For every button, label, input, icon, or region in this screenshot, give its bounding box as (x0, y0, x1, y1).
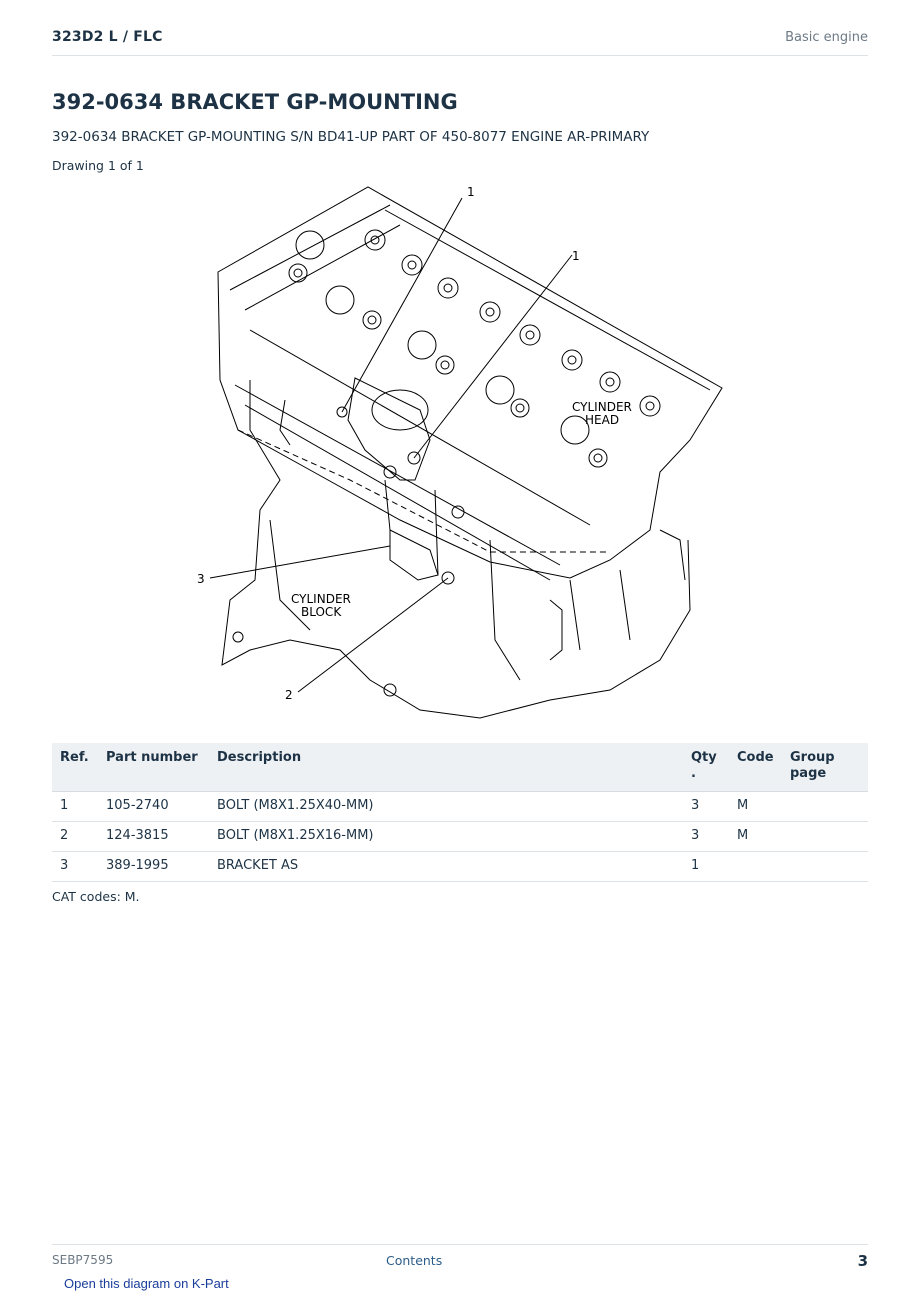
table-row (52, 852, 868, 882)
cell-group-page (782, 822, 868, 852)
cell-code: M (729, 792, 782, 822)
footer-divider (52, 1244, 868, 1245)
cell-qty: 1 (683, 852, 729, 882)
cell-description: BRACKET AS (209, 852, 683, 882)
leader-line-3 (210, 546, 390, 578)
drawing-count: Drawing 1 of 1 (52, 158, 144, 173)
cell-group-page (782, 852, 868, 882)
cell-ref: 3 (52, 852, 98, 882)
parts-table (52, 743, 868, 882)
engine-illustration (190, 180, 750, 725)
table-row (52, 822, 868, 852)
page-number: 3 (857, 1252, 868, 1270)
cylinder-block-outline (222, 380, 690, 718)
cell-qty: 3 (683, 792, 729, 822)
header-ref: Ref. (52, 743, 98, 792)
cell-part-number: 105-2740 (98, 792, 209, 822)
callout-1a: 1 (467, 185, 475, 199)
header-description: Description (209, 743, 683, 792)
callout-3: 3 (197, 572, 205, 586)
document-id: SEBP7595 (52, 1253, 114, 1267)
model-breadcrumb: 323D2 L / FLC (52, 29, 163, 45)
header-group-page: Group page (782, 743, 868, 792)
callout-1b: 1 (572, 249, 580, 263)
cylinder-block-label-2: BLOCK (301, 605, 342, 619)
cylinder-head-label-2: HEAD (585, 413, 620, 427)
cell-part-number: 389-1995 (98, 852, 209, 882)
cell-code: M (729, 822, 782, 852)
cell-group-page (782, 792, 868, 822)
cell-qty: 3 (683, 822, 729, 852)
cell-description: BOLT (M8X1.25X16-MM) (209, 822, 683, 852)
lower-bracket (390, 530, 438, 580)
header-code: Code (729, 743, 782, 792)
leader-line-1b (414, 255, 572, 458)
table-row (52, 792, 868, 822)
open-kpart-link[interactable]: Open this diagram on K-Part (64, 1276, 229, 1291)
contents-link[interactable]: Contents (386, 1253, 443, 1268)
cell-description: BOLT (M8X1.25X40-MM) (209, 792, 683, 822)
cylinder-block-label-1: CYLINDER (291, 592, 351, 606)
leader-line-1a (342, 198, 462, 412)
cylinder-head-outline (218, 187, 722, 578)
cell-ref: 2 (52, 822, 98, 852)
head-gasket-line (238, 430, 610, 552)
cell-code (729, 852, 782, 882)
header-part-number: Part number (98, 743, 209, 792)
page-subtitle: 392-0634 BRACKET GP-MOUNTING S/N BD41-UP PART OF 450-8077 ENGINE AR-PRIMARY (52, 129, 650, 145)
header-qty: Qty . (683, 743, 729, 792)
section-name: Basic engine (785, 30, 868, 45)
cell-part-number: 124-3815 (98, 822, 209, 852)
page-title: 392-0634 BRACKET GP-MOUNTING (52, 90, 458, 114)
cat-codes-note: CAT codes: M. (52, 889, 140, 904)
callout-2: 2 (285, 688, 293, 702)
table-header-row (52, 743, 868, 792)
parts-diagram (190, 180, 750, 725)
header-divider (52, 55, 868, 56)
cell-ref: 1 (52, 792, 98, 822)
cylinder-head-label-1: CYLINDER (572, 400, 632, 414)
